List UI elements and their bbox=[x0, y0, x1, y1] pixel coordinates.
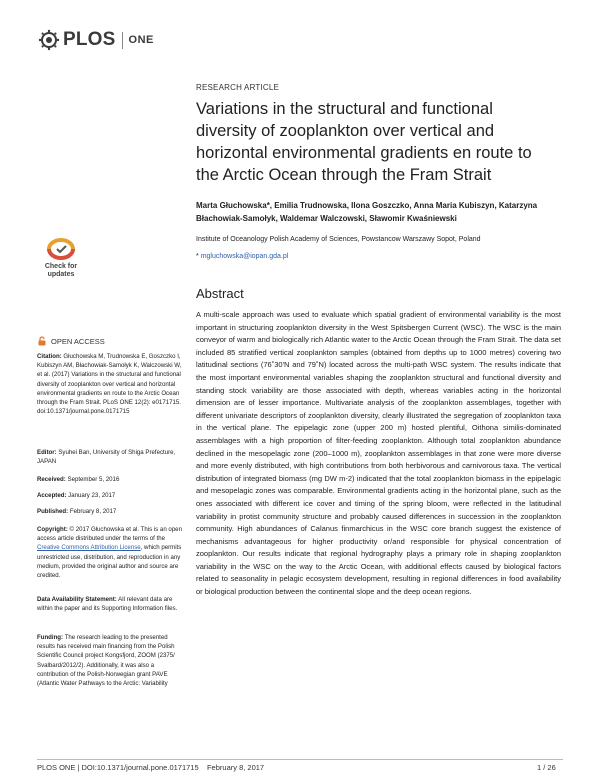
funding bbox=[37, 633, 185, 688]
affiliation: Institute of Oceanology Polish Academy of Sciences, Powstancow Warszawy Sopot, Poland bbox=[196, 236, 481, 243]
journal-name: ONE bbox=[128, 34, 154, 46]
data-availability bbox=[37, 595, 185, 613]
published-value: February 8, 2017 bbox=[69, 508, 117, 515]
published-date bbox=[37, 507, 185, 516]
page-number: 1 / 26 bbox=[537, 763, 556, 772]
logo-divider bbox=[122, 32, 123, 49]
received-label: Received: bbox=[37, 476, 66, 483]
author-list: Marta Głuchowska*, Emilia Trudnowska, Ilona Goszczko, Anna Maria Kubiszyn, Katarzyna Błachowiak-Samołyk, Waldemar Walczowski, Sławomir Kwaśniewski bbox=[196, 201, 538, 223]
accepted-label: Accepted: bbox=[37, 492, 67, 499]
footer-citation: PLOS ONE | DOI:10.1371/journal.pone.0171715 February 8, 2017 bbox=[37, 763, 265, 772]
logo-text: PLOS bbox=[63, 29, 116, 50]
abstract-heading: Abstract bbox=[196, 286, 244, 301]
check-for-updates-icon bbox=[39, 238, 83, 260]
open-access-label bbox=[37, 336, 105, 346]
citation-label: Citation: bbox=[37, 353, 62, 360]
accepted-value: January 23, 2017 bbox=[68, 492, 116, 499]
funding-text: The research leading to the presented results has received main financing from the Polish Scientific Council project Kongsfjord, ZOOM (2375/ Svalbard/2012/2). Additionally, it was also a contribution of the Polish-Norwegian grant PAVE (Atlantic Water Pathways to the Arctic: Variability bbox=[37, 634, 175, 688]
correspondence bbox=[196, 253, 288, 260]
abstract-text: A multi-scale approach was used to evaluate which spatial gradient of environmental variability is the most important in structuring zooplankton diversity in the West Spitsbergen Current (WSC). The WSC is the main conveyor of warm and biologically rich Atlantic water to the Arctic Ocean through the Fram Strait. The data set included 85 stratified vertical zooplankton samples (obtained from depths up to 1000 metres) covering two latitudinal sections (76˚30'N and 79˚N) located across the multi-path WSC system. The results indicate that the most important environmental variables shaping the zooplankton structural and functional diversity and standing stock variability are those associated with depth, whereas variables acting in the horizontal dimension are of lesser importance. Multivariate analysis of the zooplankton assemblages, together with different univariate descriptors of zooplankton diversity, clearly illustrated the segregation of zooplankton taxa in the vertical plane. The epipelagic zone (upper 200 m) hosted plentiful, Oithona similis-dominated assemblages with a high proportion of filter-feeding zooplankton. Although total zooplankton abundance declined in the mesopelagic zone (200–1000 m), zooplankton assemblages in that zone were more diverse and more evenly distributed, with high contributions from both herbivorous and carnivorous taxa. The vertical distribution of integrated biomass (mg DW m-2) indicated that the total zooplankton biomass in the epipelagic and mesopelagic zones was comparable. Environmental gradients acting in the horizontal plane, such as the ones associated with different ice cover and timing of the spring bloom, were reflected in the latitudinal variability in protist community structure and probably caused differences in succession in the zooplankton community. High abundances of Calanus finmarchicus in the WSC core branch suggest the existence of mechanisms advantageous for higher productivity or/and responsible for physical concentration of zooplankton. Our results indicate that regional hydrography plays a primary role in shaping zooplankton variability in the WSC on the way to the Arctic Ocean, with additional effects caused by biological factors related to seasonality in pelagic ecosystem development, resulting in regional differences in food availability or biological production between the continental slope and the deep ocean regions. bbox=[196, 310, 561, 597]
open-lock-icon bbox=[37, 336, 47, 346]
article-type: RESEARCH ARTICLE bbox=[196, 83, 280, 92]
copyright bbox=[37, 525, 185, 580]
copyright-text: © 2017 Głuchowska et al. This is an open access article distributed under the terms of the bbox=[37, 526, 182, 543]
editor-label: Editor: bbox=[37, 449, 57, 456]
editor-text: Syuhei Ban, University of Shiga Prefecture, JAPAN bbox=[37, 449, 176, 466]
check-for-updates-label: Check for updates bbox=[44, 263, 78, 278]
copyright-label: Copyright: bbox=[37, 526, 68, 533]
correspondence-mark: * bbox=[196, 253, 199, 260]
open-access-text: OPEN ACCESS bbox=[51, 336, 105, 346]
editor bbox=[37, 448, 185, 466]
received-date bbox=[37, 475, 185, 484]
license-link[interactable]: Creative Commons Attribution License bbox=[37, 544, 141, 552]
copyright-text-end: , which permits unrestricted use, distribution, and reproduction in any medium, provided the original author and source are credited. bbox=[37, 544, 182, 580]
plos-logo-icon bbox=[38, 29, 60, 51]
citation-text: Głuchowska M, Trudnowska E, Goszczko I, Kubiszyn AM, Błachowiak-Samołyk K, Walczowski W, et al. (2017) Variations in the structural and functional diversity of zooplankton over vertical and horizontal environmental gradients en route to the Arctic Ocean through the Fram Strait. PLoS ONE 12(2): e0171715. doi:10.1371/journal.pone.0171715 bbox=[37, 353, 182, 416]
accepted-date bbox=[37, 491, 185, 500]
article-title: Variations in the structural and functional diversity of zooplankton over vertical and horizontal environmental gradients en route to the Arctic Ocean through the Fram Strait bbox=[196, 100, 532, 184]
data-availability-label: Data Availability Statement: bbox=[37, 596, 117, 603]
corresponding-email-link[interactable]: mgluchowska@iopan.gda.pl bbox=[200, 253, 289, 260]
funding-label: Funding: bbox=[37, 634, 64, 641]
data-availability-text: All relevant data are within the paper and its Supporting Information files. bbox=[37, 596, 178, 613]
footer-divider bbox=[37, 759, 563, 760]
citation bbox=[37, 352, 185, 416]
received-value: September 5, 2016 bbox=[67, 476, 120, 483]
plos-one-logo[interactable] bbox=[38, 28, 154, 52]
check-for-updates-badge[interactable] bbox=[39, 238, 83, 288]
published-label: Published: bbox=[37, 508, 69, 515]
